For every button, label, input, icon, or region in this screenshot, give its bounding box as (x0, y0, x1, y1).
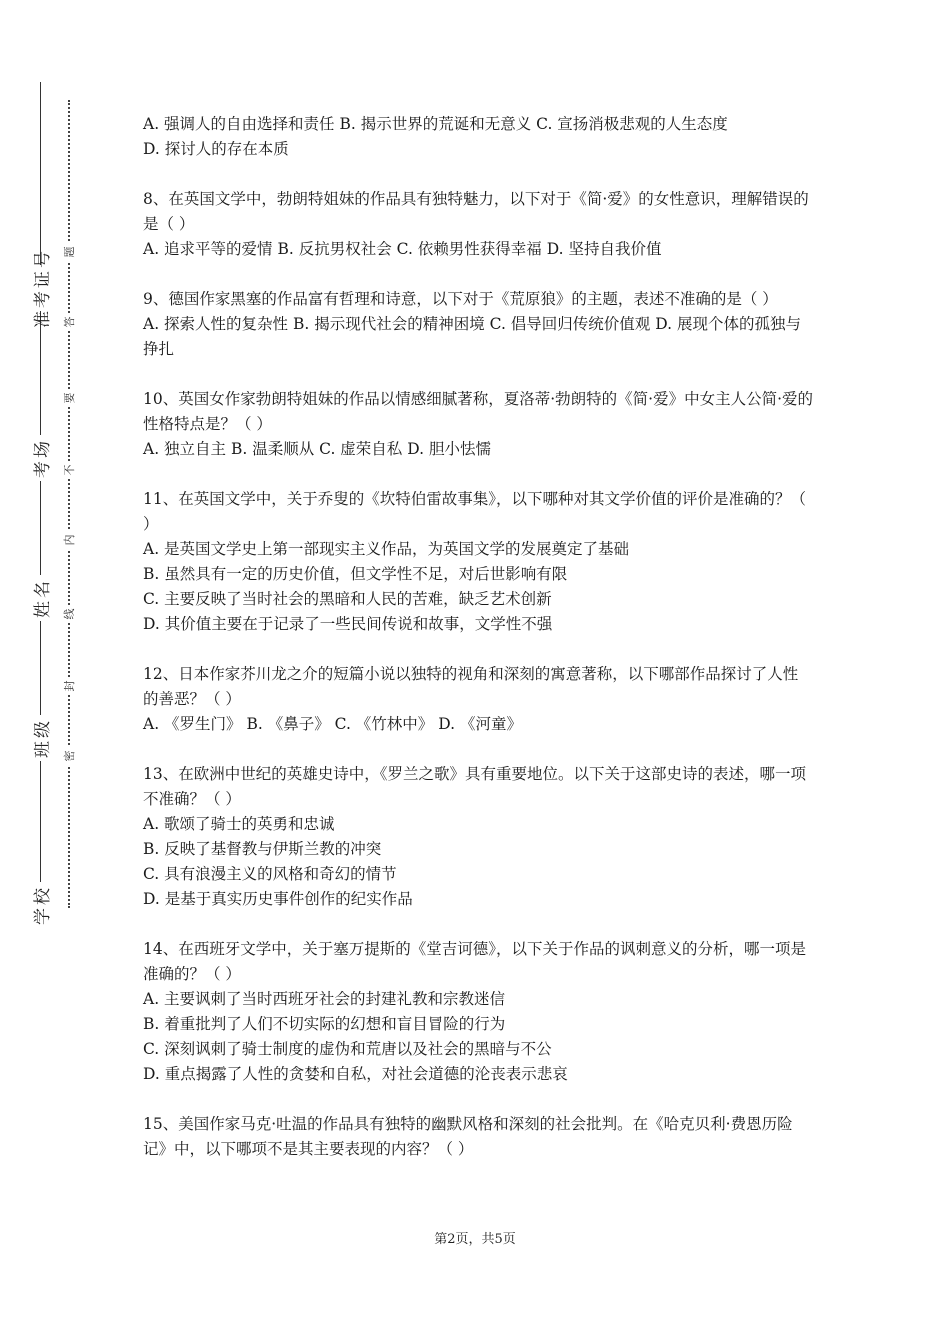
question-option: A. 是英国文学史上第一部现实主义作品，为英国文学的发展奠定了基础 (143, 540, 630, 558)
question-13 (143, 762, 813, 912)
margin-label-exam-id: 准考证号 (18, 265, 62, 311)
warning-char: 题 (59, 243, 79, 261)
question-stem: 9、德国作家黑塞的作品富有哲理和诗意，以下对于《荒原狼》的主题，表述不准确的是（ ） (143, 290, 778, 308)
margin-label-exam-room: 考场 (18, 435, 62, 481)
margin-label-name: 姓名 (18, 575, 62, 621)
question-12 (143, 662, 813, 737)
question-option: B. 反映了基督教与伊斯兰教的冲突 (143, 840, 382, 858)
question-option: A. 歌颂了骑士的英勇和忠诚 (143, 815, 335, 833)
question-option: A. 独立自主 B. 温柔顺从 C. 虚荣自私 D. 胆小怯懦 (143, 440, 491, 458)
question-stem: 12、日本作家芥川龙之介的短篇小说以独特的视角和深刻的寓意著称，以下哪部作品探讨了人性的善恶？（ ） (143, 665, 799, 708)
question-option: A. 探索人性的复杂性 B. 揭示现代社会的精神困境 C. 倡导回归传统价值观 D. 展现个体的孤独与挣扎 (143, 315, 801, 358)
question-option: C. 具有浪漫主义的风格和奇幻的情节 (143, 865, 397, 883)
warning-char: 内 (59, 531, 79, 549)
warning-char: 不 (59, 461, 79, 479)
question-stem: 11、在英国文学中，关于乔叟的《坎特伯雷故事集》，以下哪种对其文学价值的评价是准确的？（ ） (143, 490, 806, 533)
margin-label-class: 班级 (18, 715, 62, 761)
question-11 (143, 487, 813, 637)
warning-char: 线 (59, 605, 79, 623)
question-option: D. 重点揭露了人性的贪婪和自私，对社会道德的沦丧表示悲哀 (143, 1065, 568, 1083)
question-15 (143, 1112, 813, 1162)
question-option: D. 探讨人的存在本质 (143, 140, 289, 158)
warning-char: 密 (59, 747, 79, 765)
warning-char: 要 (59, 389, 79, 407)
question-stem: 8、在英国文学中，勃朗特姐妹的作品具有独特魅力，以下对于《简·爱》的女性意识，理解错误的是（ ） (143, 190, 809, 233)
question-option: D. 是基于真实历史事件创作的纪实作品 (143, 890, 413, 908)
warning-char: 封 (59, 677, 79, 695)
question-stem: 10、英国女作家勃朗特姐妹的作品以情感细腻著称，夏洛蒂·勃朗特的《简·爱》中女主人公简·爱的性格特点是？（ ） (143, 390, 814, 433)
margin-label-school: 学校 (18, 882, 62, 928)
question-stem: 13、在欧洲中世纪的英雄史诗中，《罗兰之歌》具有重要地位。以下关于这部史诗的表述，哪一项不准确？（ ） (143, 765, 806, 808)
question-option: B. 着重批判了人们不切实际的幻想和盲目冒险的行为 (143, 1015, 506, 1033)
binding-margin (0, 0, 110, 1344)
binding-dotted-line (68, 100, 70, 908)
question-9 (143, 287, 813, 362)
question-option: C. 主要反映了当时社会的黑暗和人民的苦难，缺乏艺术创新 (143, 590, 552, 608)
question-option: A. 追求平等的爱情 B. 反抗男权社会 C. 依赖男性获得幸福 D. 坚持自我价值 (143, 240, 662, 258)
question-option: C. 深刻讽刺了骑士制度的虚伪和荒唐以及社会的黑暗与不公 (143, 1040, 552, 1058)
question-stem: 14、在西班牙文学中，关于塞万提斯的《堂吉诃德》，以下关于作品的讽刺意义的分析，哪一项是准确的？（ ） (143, 940, 806, 983)
warning-char: 答 (59, 313, 79, 331)
question-list (143, 112, 813, 1187)
binding-solid-line (40, 82, 41, 927)
question-option: D. 其价值主要在于记录了一些民间传说和故事，文学性不强 (143, 615, 553, 633)
question-option: A. 《罗生门》 B. 《鼻子》 C. 《竹林中》 D. 《河童》 (143, 715, 522, 733)
question-10 (143, 387, 813, 462)
question-option: A. 主要讽刺了当时西班牙社会的封建礼教和宗教迷信 (143, 990, 506, 1008)
question-option: A. 强调人的自由选择和责任 B. 揭示世界的荒诞和无意义 C. 宣扬消极悲观的人生态度 (143, 115, 728, 133)
question-8 (143, 187, 813, 262)
question-option: B. 虽然具有一定的历史价值，但文学性不足，对后世影响有限 (143, 565, 568, 583)
question-stem: 15、美国作家马克·吐温的作品具有独特的幽默风格和深刻的社会批判。在《哈克贝利·费恩历险记》中，以下哪项不是其主要表现的内容？（ ） (143, 1115, 793, 1158)
question-14 (143, 937, 813, 1087)
question-7-continued (143, 112, 813, 162)
page-number: 第2页，共5页 (434, 1232, 516, 1247)
